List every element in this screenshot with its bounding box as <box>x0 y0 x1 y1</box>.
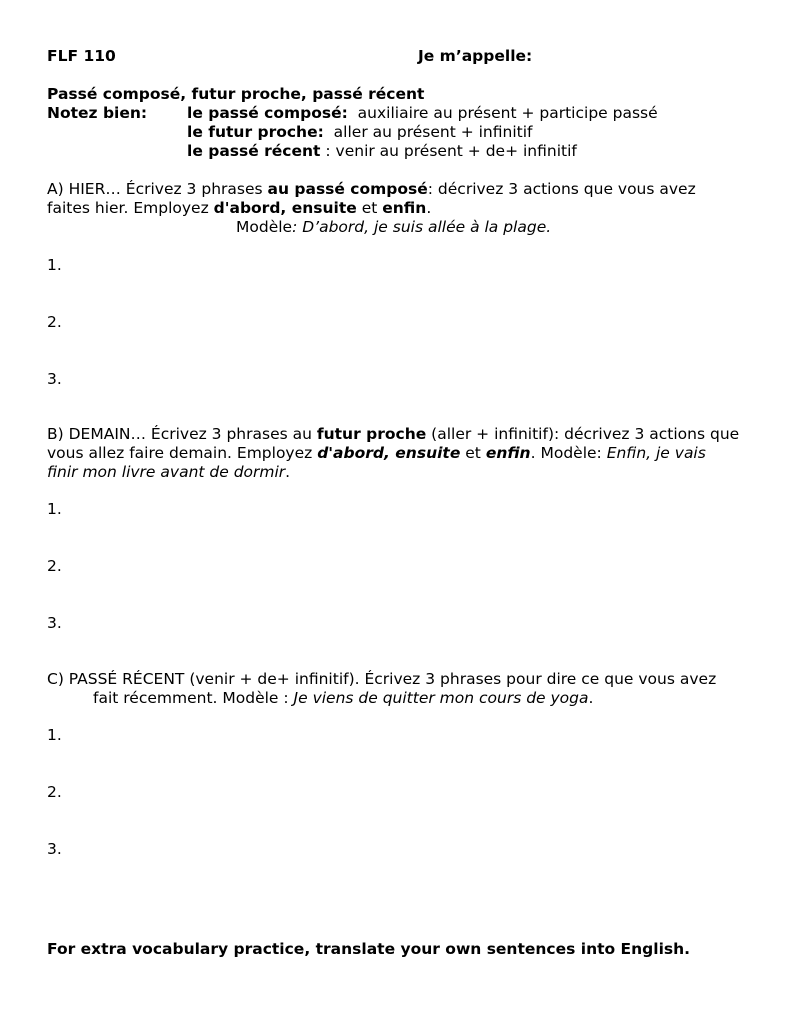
text: fait récemment. Modèle : <box>93 689 294 707</box>
note-desc: auxiliaire au présent + participe passé <box>357 104 658 122</box>
emphasis: enfin <box>485 444 531 462</box>
model-text: Je viens de quitter mon cours de yoga <box>293 689 589 707</box>
section-b-instructions-line3 <box>47 463 290 482</box>
text: (aller + infinitif): décrivez 3 actions que <box>426 425 740 443</box>
section-b-instructions-line1 <box>47 425 739 444</box>
text: B) DEMAIN… Écrivez 3 phrases au <box>47 425 317 443</box>
section-b-item-1: 1. <box>47 500 62 518</box>
emphasis: ensuite <box>395 444 461 462</box>
text: vous allez faire demain. Employez <box>47 444 318 462</box>
note-term: le futur proche: <box>187 123 324 141</box>
course-code: FLF 110 <box>47 47 116 65</box>
section-a-model <box>236 218 551 237</box>
section-c-item-1: 1. <box>47 726 62 744</box>
note-row-passe-recent <box>187 142 577 161</box>
section-c-instructions-line1: C) PASSÉ RÉCENT (venir + de+ infinitif). Écrivez 3 phrases pour dire ce que vous avez <box>47 670 717 688</box>
note-desc: aller au présent + infinitif <box>333 123 533 141</box>
notes-label: Notez bien: <box>47 104 148 122</box>
section-a-item-2: 2. <box>47 313 62 331</box>
text: faites hier. Employez <box>47 199 214 217</box>
model-text: Enfin, je vais <box>606 444 706 462</box>
note-term: le passé composé: <box>187 104 348 122</box>
model-text: finir mon livre avant de dormir <box>47 463 286 481</box>
text: A) HIER… Écrivez 3 phrases <box>47 180 268 198</box>
text: et <box>460 444 486 462</box>
model-label: Modèle <box>236 218 293 236</box>
section-a-item-3: 3. <box>47 370 62 388</box>
section-c-item-3: 3. <box>47 840 62 858</box>
text: : décrivez 3 actions que vous avez <box>427 180 696 198</box>
model-text: : D’abord, je suis allée à la plage. <box>292 218 552 236</box>
emphasis: d'abord, ensuite <box>213 199 357 217</box>
page-title: Passé composé, futur proche, passé récent <box>47 85 425 103</box>
note-row-futur-proche <box>187 123 533 142</box>
footer-note: For extra vocabulary practice, translate your own sentences into English. <box>47 940 691 958</box>
text: et <box>356 199 383 217</box>
text: . <box>285 463 291 481</box>
note-term: le passé récent <box>187 142 321 160</box>
section-b-instructions-line2 <box>47 444 706 463</box>
text: . <box>588 689 594 707</box>
section-c-instructions-line2 <box>93 689 593 708</box>
section-a-instructions-line1 <box>47 180 696 199</box>
emphasis: d'abord <box>317 444 384 462</box>
text: . Modèle: <box>530 444 607 462</box>
text: . <box>426 199 432 217</box>
section-b-item-2: 2. <box>47 557 62 575</box>
name-label: Je m’appelle: <box>418 47 533 65</box>
section-c-item-2: 2. <box>47 783 62 801</box>
section-b-item-3: 3. <box>47 614 62 632</box>
section-a-item-1: 1. <box>47 256 62 274</box>
emphasis: , <box>384 444 396 462</box>
emphasis: futur proche <box>316 425 427 443</box>
section-a-instructions-line2 <box>47 199 431 218</box>
emphasis: au passé composé <box>267 180 428 198</box>
emphasis: enfin <box>382 199 427 217</box>
note-desc: : venir au présent + de+ infinitif <box>325 142 577 160</box>
note-row-passe-compose <box>187 104 658 123</box>
